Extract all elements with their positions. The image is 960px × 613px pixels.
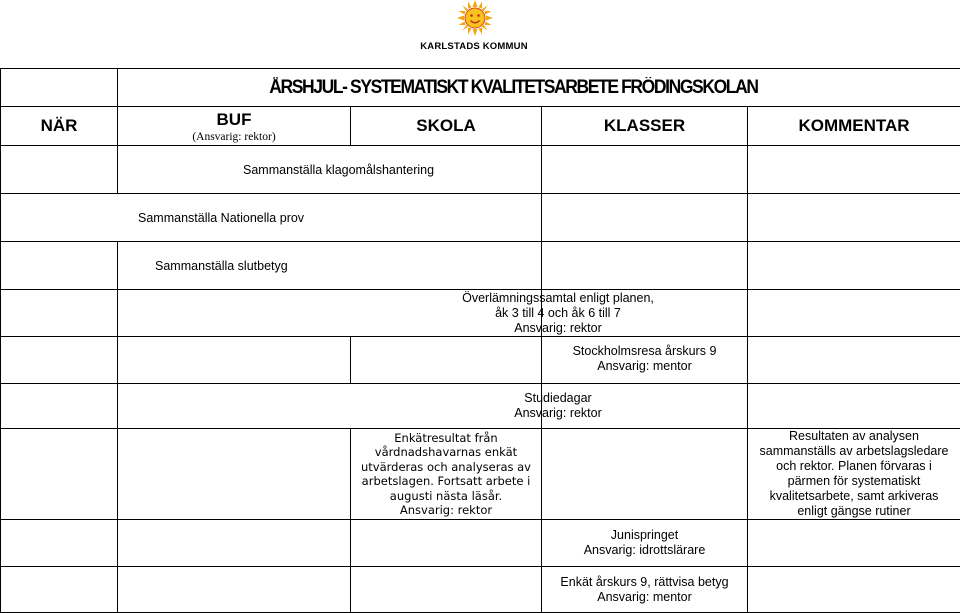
cell-skola — [351, 337, 542, 384]
text-line: arbetslagen. Fortsatt arbete i — [355, 474, 537, 489]
cell-nar — [1, 520, 118, 567]
table-row — [1, 429, 960, 520]
title-cell — [118, 69, 960, 107]
header-skola — [351, 107, 542, 146]
logo-text: KARLSTADS KOMMUN — [414, 41, 534, 52]
title-row — [1, 69, 960, 107]
cell-nar — [1, 146, 118, 194]
table-row — [1, 242, 960, 290]
text-line: Överlämningssamtal enligt planen, — [453, 291, 663, 306]
header-kommentar-label: KOMMENTAR — [798, 116, 909, 135]
cell-klasser — [542, 146, 748, 194]
cell-kommentar — [748, 290, 960, 337]
text-line: enligt gängse rutiner — [752, 504, 956, 519]
cell-klasser — [542, 567, 748, 613]
cell-skola — [118, 290, 542, 337]
text-line: Studiedagar — [453, 391, 663, 406]
text-line: och rektor. Planen förvaras i — [752, 459, 956, 474]
cell-text — [542, 528, 747, 558]
title-spacer-cell — [1, 69, 118, 107]
cell-kommentar — [748, 567, 960, 613]
cell-skola — [351, 429, 542, 520]
text-line: vårdnadshavarnas enkät — [355, 445, 537, 460]
text-line: åk 3 till 4 och åk 6 till 7 — [453, 306, 663, 321]
logo — [414, 0, 534, 58]
text-line: Enkät årskurs 9, rättvisa betyg — [546, 575, 743, 590]
cell-skola — [351, 567, 542, 613]
cell-nar — [1, 429, 118, 520]
cell-nar — [1, 242, 118, 290]
cell-buf — [118, 337, 351, 384]
text-line: Ansvarig: mentor — [546, 590, 743, 605]
table-row — [1, 520, 960, 567]
text-line: utvärderas och analyseras av — [355, 460, 537, 475]
text-line: Ansvarig: idrottslärare — [546, 543, 743, 558]
cell-kommentar — [748, 194, 960, 242]
header-skola-label: SKOLA — [416, 116, 476, 135]
cell-kommentar — [748, 146, 960, 194]
header-buf-label: BUF — [217, 110, 252, 129]
sun-logo-icon — [457, 0, 493, 36]
header-row — [1, 107, 960, 146]
text-line: Stockholmsresa årskurs 9 — [546, 344, 743, 359]
cell-skola — [351, 520, 542, 567]
text-line: Enkätresultat från — [355, 431, 537, 446]
cell-buf — [118, 520, 351, 567]
cell-text — [542, 344, 747, 374]
cell-klasser — [542, 429, 748, 520]
cell-text: Sammanställa klagomålshantering — [243, 163, 434, 177]
cell-buf — [118, 429, 351, 520]
text-line: Ansvarig: rektor — [355, 503, 537, 518]
table-row — [1, 567, 960, 613]
cell-skola — [118, 384, 542, 429]
cell-buf — [118, 242, 542, 290]
table-row — [1, 146, 960, 194]
cell-kommentar — [748, 242, 960, 290]
header-buf — [118, 107, 351, 146]
cell-nar — [1, 290, 118, 337]
table-row — [1, 384, 960, 429]
text-line: Junispringet — [546, 528, 743, 543]
cell-buf — [1, 194, 542, 242]
cell-klasser — [542, 194, 748, 242]
text-line: Resultaten av analysen — [752, 429, 956, 444]
text-line: sammanställs av arbetslagsledare — [752, 444, 956, 459]
cell-nar — [1, 337, 118, 384]
header-kommentar — [748, 107, 960, 146]
cell-text: Sammanställa Nationella prov — [138, 211, 304, 225]
cell-text: Sammanställa slutbetyg — [155, 259, 288, 273]
header-nar — [1, 107, 118, 146]
cell-klasser — [542, 337, 748, 384]
text-line: augusti nästa läsår. — [355, 489, 537, 504]
table-row — [1, 337, 960, 384]
cell-text — [351, 431, 541, 518]
text-line: Ansvarig: mentor — [546, 359, 743, 374]
header-klasser — [542, 107, 748, 146]
cell-kommentar — [748, 429, 960, 520]
cell-nar — [1, 384, 118, 429]
page-title: ÅRSHJUL- SYSTEMATISKT KVALITETSARBETE FRÖDINGSKOLAN — [269, 77, 757, 99]
cell-kommentar — [748, 337, 960, 384]
text-line: pärmen för systematiskt — [752, 474, 956, 489]
cell-buf — [118, 567, 351, 613]
header-nar-label: NÄR — [41, 116, 78, 135]
cell-kommentar — [748, 384, 960, 429]
cell-nar — [1, 567, 118, 613]
cell-klasser — [542, 520, 748, 567]
table-row — [1, 194, 960, 242]
cell-buf — [118, 146, 542, 194]
header-buf-sub: (Ansvarig: rektor) — [118, 131, 350, 143]
cell-text — [748, 429, 960, 519]
cell-text — [542, 575, 747, 605]
cell-klasser — [542, 242, 748, 290]
table-row — [1, 290, 960, 337]
text-line: Ansvarig: rektor — [453, 321, 663, 336]
cell-kommentar — [748, 520, 960, 567]
text-line: kvalitetsarbete, samt arkiveras — [752, 489, 956, 504]
header-klasser-label: KLASSER — [604, 116, 685, 135]
arshjul-table — [0, 68, 960, 613]
text-line: Ansvarig: rektor — [453, 406, 663, 421]
